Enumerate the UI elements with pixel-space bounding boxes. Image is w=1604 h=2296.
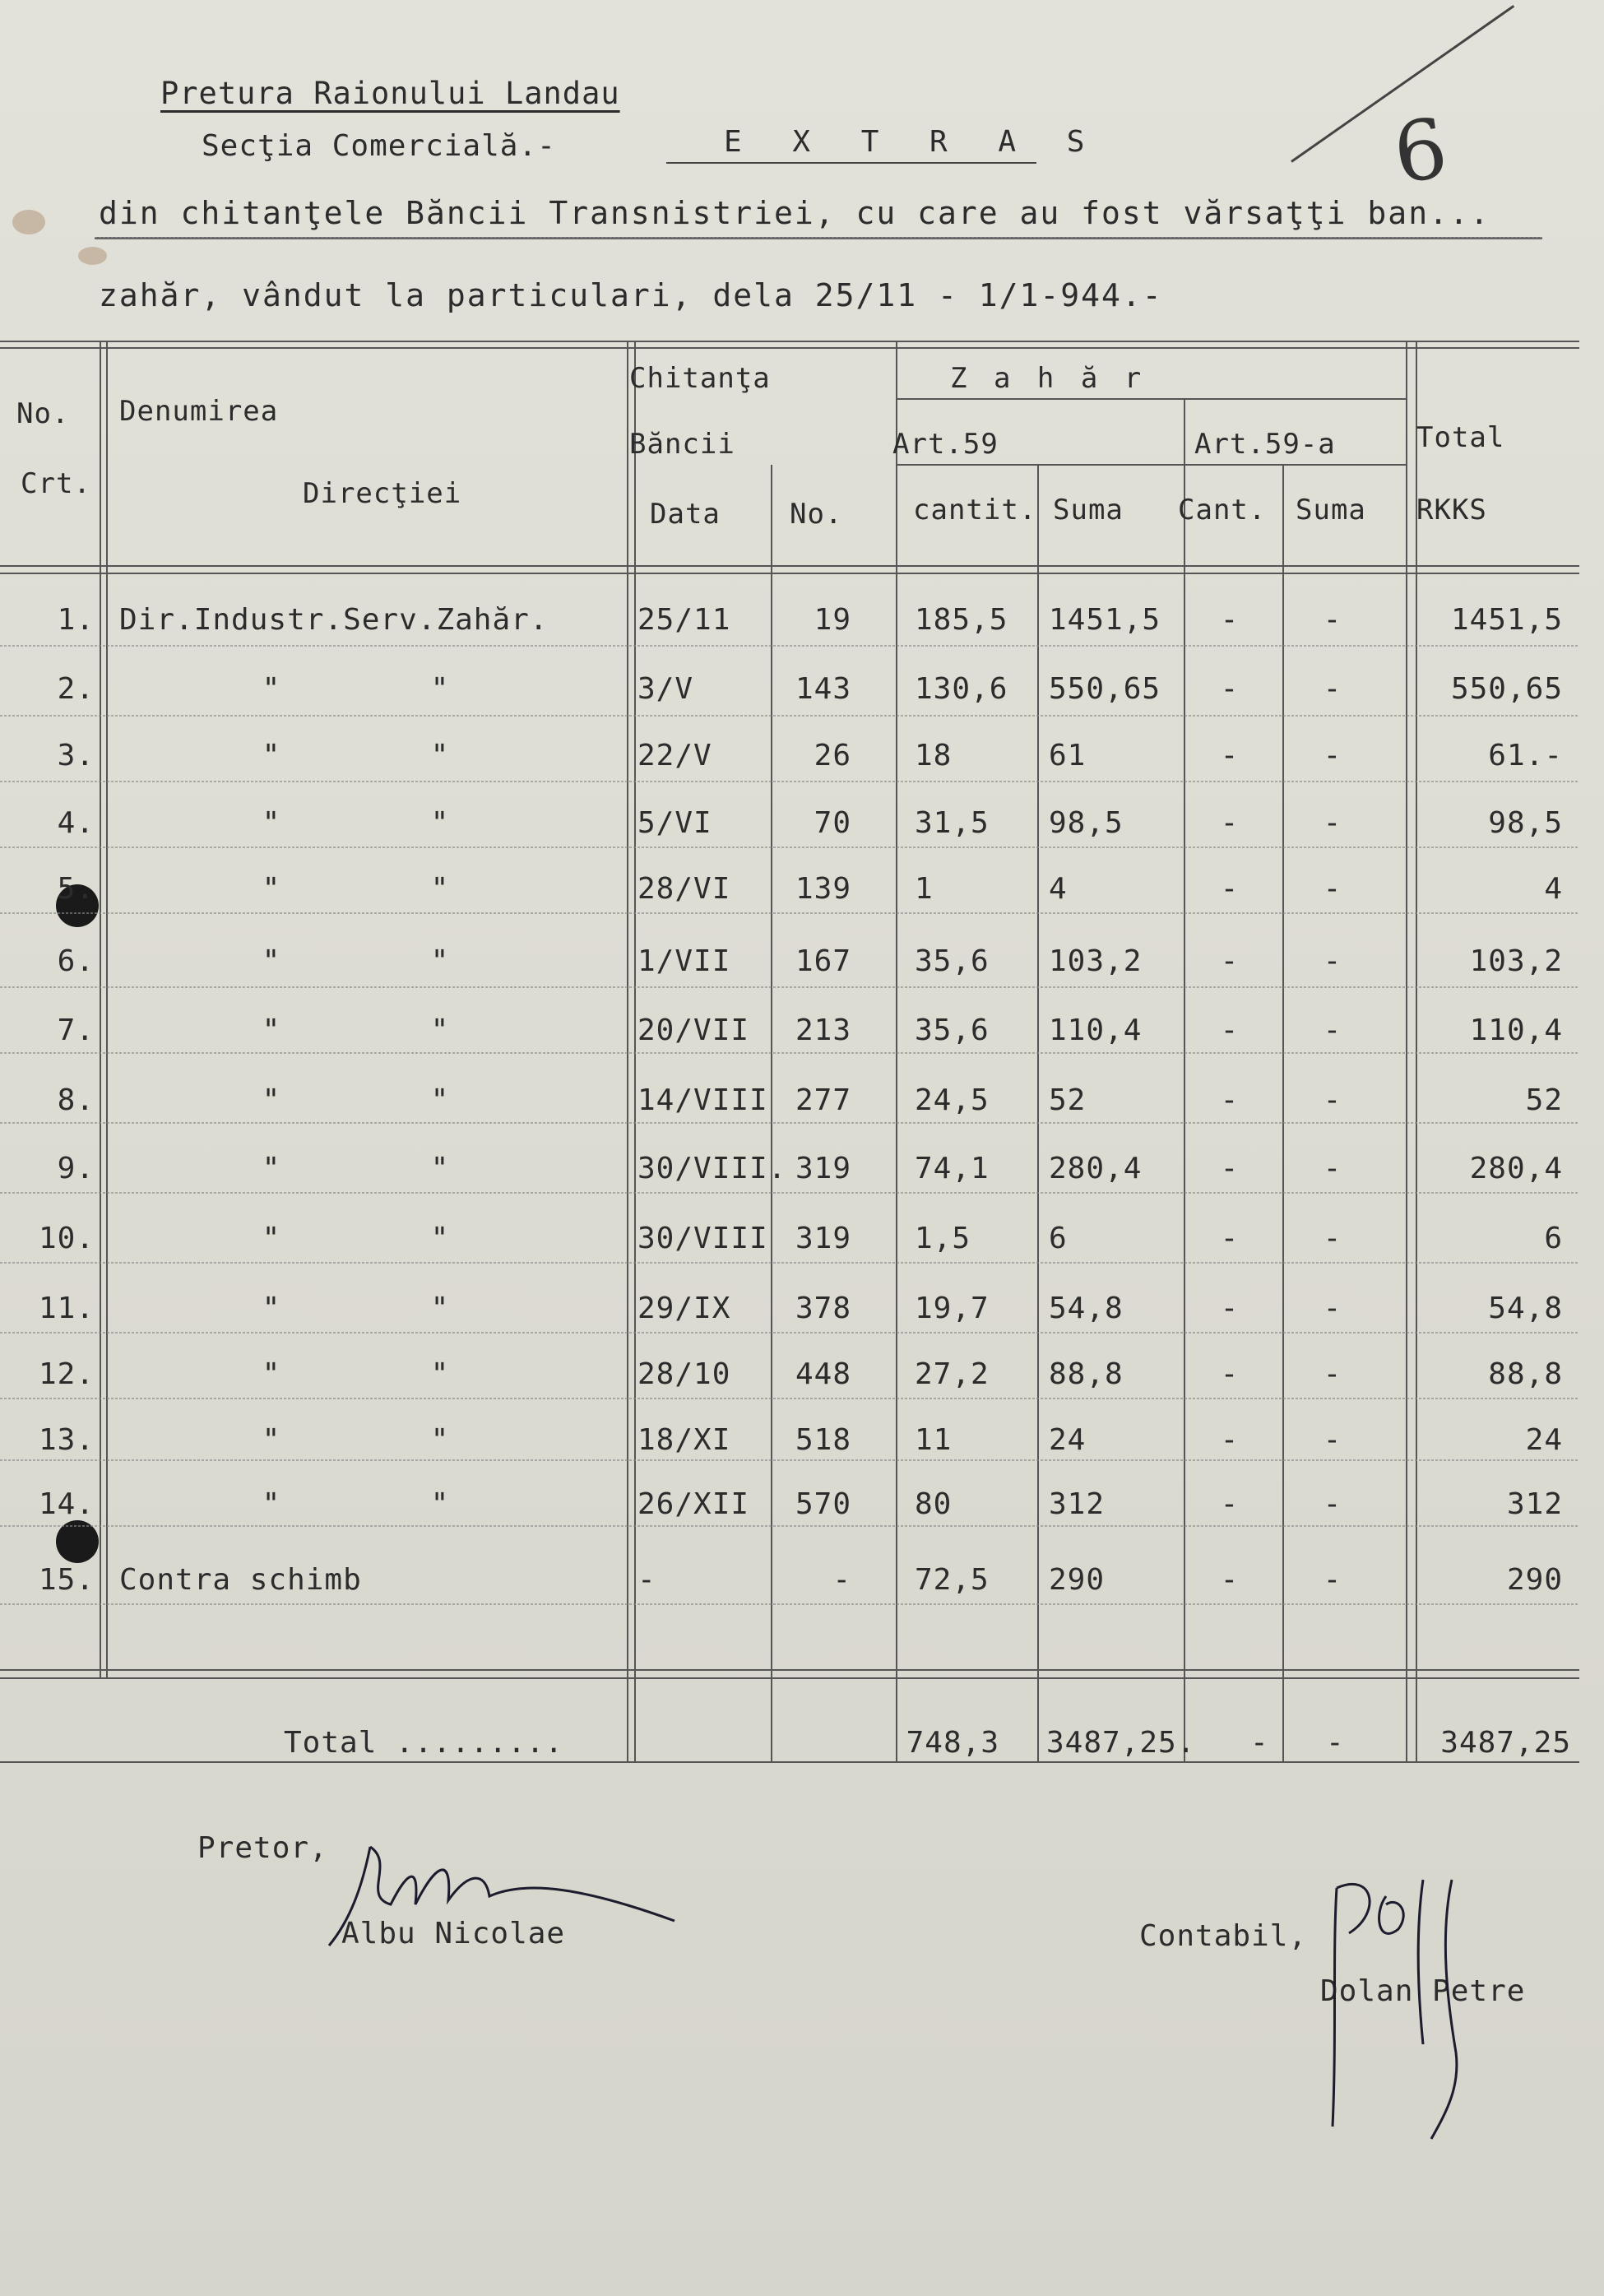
header-cantit: cantit.: [913, 494, 1037, 526]
row-ditto-1: ": [262, 1152, 281, 1185]
row-suma: 103,2: [1049, 944, 1143, 978]
row-suma-59a: -: [1323, 1487, 1342, 1521]
row-suma: 290: [1049, 1563, 1106, 1597]
header-no: No.: [16, 397, 70, 430]
row-suma-59a: -: [1323, 806, 1342, 840]
header-crt: Crt.: [21, 467, 91, 500]
header-total: Total: [1416, 421, 1505, 454]
row-receipt-no: 167: [795, 944, 851, 978]
header-data: Data: [650, 498, 721, 531]
row-number: 12.: [38, 1357, 95, 1391]
row-suma-59a: -: [1323, 739, 1342, 772]
header-art59: Art.59: [892, 428, 999, 461]
row-ditto-2: ": [430, 1487, 450, 1521]
row-number: 3.: [57, 739, 95, 772]
row-cantit: 19,7: [915, 1292, 990, 1325]
row-data: 18/XI: [637, 1423, 731, 1457]
row-receipt-no: 70: [814, 806, 851, 840]
row-ditto-1: ": [262, 739, 281, 772]
row-suma-59a: -: [1323, 1222, 1342, 1255]
row-ditto-2: ": [430, 806, 450, 840]
row-receipt-no: -: [832, 1563, 851, 1597]
row-ditto-1: ": [262, 1083, 281, 1117]
row-receipt-no: 139: [795, 872, 851, 906]
contabil-label: Contabil,: [1139, 1919, 1308, 1953]
row-ditto-1: ": [262, 1357, 281, 1391]
row-data: 28/VI: [637, 872, 731, 906]
row-cant-59a: -: [1220, 1152, 1240, 1185]
row-total: 312: [1506, 1487, 1563, 1521]
row-directie: Contra schimb: [119, 1563, 362, 1597]
row-number: 8.: [57, 1083, 95, 1117]
row-number: 14.: [38, 1487, 95, 1521]
total-cant-59a: -: [1250, 1726, 1269, 1760]
header-zahar: Z a h ă r: [950, 362, 1147, 395]
contabil-signature: [1316, 1855, 1505, 2159]
row-cantit: 35,6: [915, 1013, 990, 1047]
row-total: 88,8: [1488, 1357, 1563, 1391]
row-ditto-2: ": [430, 1423, 450, 1457]
row-data: 25/11: [637, 603, 731, 637]
row-suma-59a: -: [1323, 1423, 1342, 1457]
row-cant-59a: -: [1220, 944, 1240, 978]
row-number: 1.: [57, 603, 95, 637]
document-title: E X T R A S: [724, 125, 1101, 159]
row-cantit: 18: [915, 739, 953, 772]
row-suma-59a: -: [1323, 1292, 1342, 1325]
row-data: 28/10: [637, 1357, 731, 1391]
row-suma: 280,4: [1049, 1152, 1143, 1185]
row-total: 52: [1525, 1083, 1563, 1117]
subtitle-line-2: zahăr, vândut la particulari, dela 25/11 - 1/1-944.-: [99, 277, 1163, 313]
row-suma-59a: -: [1323, 1013, 1342, 1047]
row-ditto-2: ": [430, 1357, 450, 1391]
row-cantit: 72,5: [915, 1563, 990, 1597]
row-cantit: 24,5: [915, 1083, 990, 1117]
row-ditto-1: ": [262, 944, 281, 978]
header-nr: No.: [790, 498, 843, 531]
row-receipt-no: 570: [795, 1487, 851, 1521]
header-bancii: Băncii: [629, 428, 735, 461]
row-suma: 24: [1049, 1423, 1087, 1457]
row-suma: 6: [1049, 1222, 1068, 1255]
row-ditto-2: ": [430, 1292, 450, 1325]
row-suma-59a: -: [1323, 1083, 1342, 1117]
contabil-name: Dolan Petre: [1320, 1974, 1526, 2008]
row-suma-59a: -: [1323, 1357, 1342, 1391]
row-number: 6.: [57, 944, 95, 978]
row-total: 24: [1525, 1423, 1563, 1457]
row-ditto-2: ": [430, 1222, 450, 1255]
row-ditto-2: ": [430, 1083, 450, 1117]
row-data: 29/IX: [637, 1292, 731, 1325]
row-data: -: [637, 1563, 656, 1597]
row-cantit: 1,5: [915, 1222, 971, 1255]
row-total: 550,65: [1450, 672, 1563, 706]
row-number: 11.: [38, 1292, 95, 1325]
row-suma-59a: -: [1323, 872, 1342, 906]
row-ditto-2: ": [430, 739, 450, 772]
row-receipt-no: 26: [814, 739, 851, 772]
subtitle-line-1: din chitanţele Băncii Transnistriei, cu care au fost vărsaţţi ban...: [99, 195, 1490, 231]
row-ditto-2: ": [430, 672, 450, 706]
row-number: 2.: [57, 672, 95, 706]
row-receipt-no: 518: [795, 1423, 851, 1457]
header-art59a: Art.59-a: [1194, 428, 1336, 461]
total-label: Total .........: [284, 1726, 564, 1760]
row-ditto-2: ": [430, 944, 450, 978]
row-total: 4: [1544, 872, 1563, 906]
header-directiei: Direcţiei: [303, 477, 462, 510]
pretor-label: Pretor,: [197, 1831, 328, 1865]
total-suma: 3487,25.: [1046, 1726, 1196, 1760]
row-data: 3/V: [637, 672, 694, 706]
pretor-signature: [313, 1814, 683, 1954]
row-ditto-1: ": [262, 1222, 281, 1255]
row-total: 54,8: [1488, 1292, 1563, 1325]
header-cant: Cant.: [1178, 494, 1267, 526]
row-receipt-no: 277: [795, 1083, 851, 1117]
row-cant-59a: -: [1220, 739, 1240, 772]
row-receipt-no: 319: [795, 1222, 851, 1255]
row-number: 4.: [57, 806, 95, 840]
row-total: 103,2: [1469, 944, 1563, 978]
row-suma-59a: -: [1323, 944, 1342, 978]
header-suma: Suma: [1053, 494, 1124, 526]
row-suma: 54,8: [1049, 1292, 1124, 1325]
row-suma: 1451,5: [1049, 603, 1161, 637]
row-number: 9.: [57, 1152, 95, 1185]
row-number: 7.: [57, 1013, 95, 1047]
row-suma: 550,65: [1049, 672, 1161, 706]
row-cant-59a: -: [1220, 872, 1240, 906]
row-receipt-no: 378: [795, 1292, 851, 1325]
row-cant-59a: -: [1220, 1292, 1240, 1325]
grand-total: 3487,25: [1440, 1726, 1571, 1760]
row-total: 98,5: [1488, 806, 1563, 840]
row-receipt-no: 319: [795, 1152, 851, 1185]
row-total: 1451,5: [1450, 603, 1563, 637]
header-rkks: RKKS: [1416, 494, 1487, 526]
total-suma-59a: -: [1326, 1726, 1345, 1760]
row-cant-59a: -: [1220, 1083, 1240, 1117]
row-total: 280,4: [1469, 1152, 1563, 1185]
row-ditto-1: ": [262, 1292, 281, 1325]
row-cantit: 130,6: [915, 672, 1008, 706]
row-suma: 312: [1049, 1487, 1106, 1521]
row-cant-59a: -: [1220, 1222, 1240, 1255]
row-directie: Dir.Industr.Serv.Zahăr.: [119, 603, 549, 637]
row-cant-59a: -: [1220, 603, 1240, 637]
row-data: 1/VII: [637, 944, 731, 978]
header-chitanta: Chitanţa: [629, 362, 771, 395]
row-suma-59a: -: [1323, 1563, 1342, 1597]
row-suma: 52: [1049, 1083, 1087, 1117]
row-cantit: 31,5: [915, 806, 990, 840]
row-total: 61.-: [1488, 739, 1563, 772]
row-cantit: 27,2: [915, 1357, 990, 1391]
row-ditto-2: ": [430, 872, 450, 906]
row-data: 30/VIII.: [637, 1152, 787, 1185]
row-suma: 4: [1049, 872, 1068, 906]
row-suma-59a: -: [1323, 603, 1342, 637]
row-cant-59a: -: [1220, 1357, 1240, 1391]
row-total: 290: [1506, 1563, 1563, 1597]
row-cantit: 74,1: [915, 1152, 990, 1185]
row-number: 5.: [57, 872, 95, 906]
office-name: Pretura Raionului Landau: [160, 76, 620, 111]
row-cantit: 1: [915, 872, 934, 906]
row-cantit: 185,5: [915, 603, 1008, 637]
total-cantit: 748,3: [906, 1726, 999, 1760]
row-number: 10.: [38, 1222, 95, 1255]
row-suma: 88,8: [1049, 1357, 1124, 1391]
row-receipt-no: 19: [814, 603, 851, 637]
row-ditto-1: ": [262, 1013, 281, 1047]
page-number: 6: [1388, 100, 1453, 202]
header-denumirea: Denumirea: [119, 395, 279, 428]
row-data: 26/XII: [637, 1487, 750, 1521]
row-receipt-no: 143: [795, 672, 851, 706]
row-cant-59a: -: [1220, 1423, 1240, 1457]
row-receipt-no: 448: [795, 1357, 851, 1391]
row-suma: 110,4: [1049, 1013, 1143, 1047]
pretor-name: Albu Nicolae: [341, 1917, 566, 1950]
section-name: Secţia Comercială.-: [202, 129, 556, 163]
row-cant-59a: -: [1220, 806, 1240, 840]
row-receipt-no: 213: [795, 1013, 851, 1047]
row-number: 15.: [38, 1563, 95, 1597]
row-suma-59a: -: [1323, 1152, 1342, 1185]
row-total: 110,4: [1469, 1013, 1563, 1047]
row-total: 6: [1544, 1222, 1563, 1255]
row-cantit: 80: [915, 1487, 953, 1521]
row-suma: 61: [1049, 739, 1087, 772]
row-data: 22/V: [637, 739, 712, 772]
row-cant-59a: -: [1220, 672, 1240, 706]
header-suma-59a: Suma: [1296, 494, 1366, 526]
row-ditto-1: ": [262, 1423, 281, 1457]
row-cant-59a: -: [1220, 1563, 1240, 1597]
row-ditto-2: ": [430, 1152, 450, 1185]
row-ditto-1: ": [262, 1487, 281, 1521]
row-ditto-1: ": [262, 872, 281, 906]
row-cant-59a: -: [1220, 1487, 1240, 1521]
row-cant-59a: -: [1220, 1013, 1240, 1047]
row-suma: 98,5: [1049, 806, 1124, 840]
row-cantit: 35,6: [915, 944, 990, 978]
row-suma-59a: -: [1323, 672, 1342, 706]
row-data: 14/VIII: [637, 1083, 768, 1117]
row-ditto-2: ": [430, 1013, 450, 1047]
row-number: 13.: [38, 1423, 95, 1457]
row-data: 20/VII: [637, 1013, 750, 1047]
row-cantit: 11: [915, 1423, 953, 1457]
row-data: 5/VI: [637, 806, 712, 840]
row-ditto-1: ": [262, 672, 281, 706]
row-data: 30/VIII: [637, 1222, 768, 1255]
row-ditto-1: ": [262, 806, 281, 840]
